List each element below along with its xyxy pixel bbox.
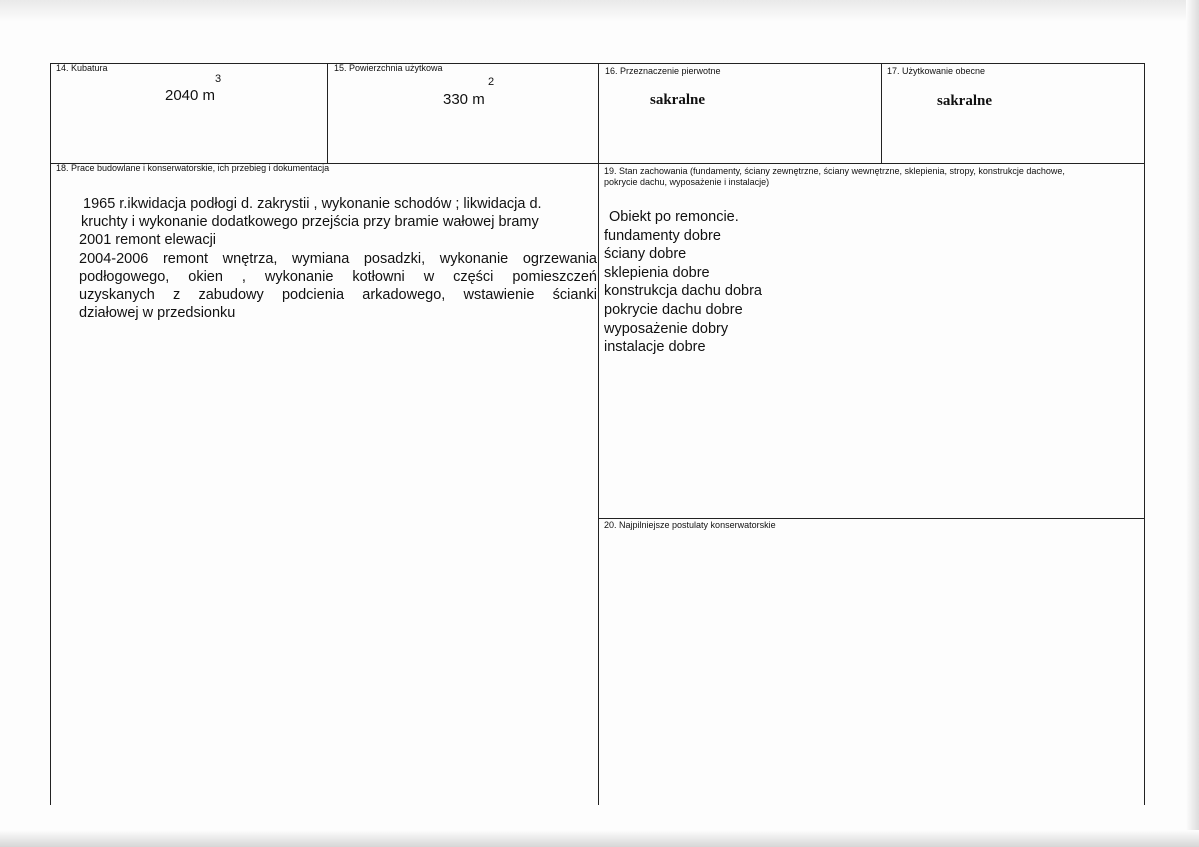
cell-19-item-4: konstrukcja dachu dobra <box>604 283 762 300</box>
table-border-right <box>1144 63 1145 805</box>
cell-19-item-3: sklepienia dobre <box>604 264 710 281</box>
cell-18-line-6: uzyskanych z zabudowy podcienia arkadowego, wstawienie ścianki <box>79 286 597 303</box>
cell-17-label: 17. Użytkowanie obecne <box>887 66 986 76</box>
cell-19-label: 19. Stan zachowania (fundamenty, ściany zewnętrzne, ściany wewnętrzne, sklepienia, stropy, konstrukcje dachowe, pokrycie dachu, wyposażenie i instalacje) <box>604 166 1065 187</box>
scan-shadow-bottom <box>0 830 1199 847</box>
cell-18-line-2: kruchty i wykonanie dodatkowego przejścia przy bramie wałowej bramy <box>81 214 539 231</box>
cell-19-item-7: instalacje dobre <box>604 339 706 356</box>
row-divider-2 <box>598 518 1144 519</box>
cell-19-item-6: wyposażenie dobry <box>604 320 729 337</box>
cell-17-value: sakralne <box>937 93 993 109</box>
cell-16-label: 16. Przeznaczenie pierwotne <box>605 66 721 76</box>
scan-shadow-top <box>0 0 1199 22</box>
col-divider-mid <box>598 63 599 805</box>
cell-18-line-5: podłogowego, okien , wykonanie kotłowni w części pomieszczeń <box>79 268 597 285</box>
table-border-left <box>50 63 51 805</box>
cell-15-unit-exponent: 2 <box>488 76 495 88</box>
cell-14-value: 2040 m <box>165 87 216 104</box>
cell-19-item-5: pokrycie dachu dobre <box>604 301 743 318</box>
cell-14-label: 14. Kubatura <box>56 63 108 73</box>
scan-shadow-right <box>1186 0 1199 847</box>
cell-15-label: 15. Powierzchnia użytkowa <box>334 63 443 73</box>
cell-18-line-1: 1965 r.ikwidacja podłogi d. zakrystii , wykonanie schodów ; likwidacja d. <box>83 196 542 212</box>
cell-20-label: 20. Najpilniejsze postulaty konserwatorskie <box>604 520 776 530</box>
cell-15-value: 330 m <box>443 91 485 108</box>
cell-14-unit-exponent: 3 <box>215 73 222 85</box>
cell-16-value: sakralne <box>650 92 706 108</box>
cell-19-item-2: ściany dobre <box>604 246 687 263</box>
cell-19-intro: Obiekt po remoncie. <box>609 209 739 225</box>
cell-19-text <box>604 208 762 357</box>
cell-18-line-3: 2001 remont elewacji <box>79 232 217 249</box>
cell-18-text <box>79 195 597 322</box>
col-divider-a <box>327 63 328 164</box>
cell-18-line-4: 2004-2006 remont wnętrza, wymiana posadzki, wykonanie ogrzewania <box>79 250 597 267</box>
col-divider-b <box>881 63 882 164</box>
cell-18-line-7: działowej w przedsionku <box>79 305 236 322</box>
cell-18-label: 18. Prace budowlane i konserwatorskie, ich przebieg i dokumentacja <box>56 163 330 173</box>
cell-19-item-1: fundamenty dobre <box>604 227 721 244</box>
